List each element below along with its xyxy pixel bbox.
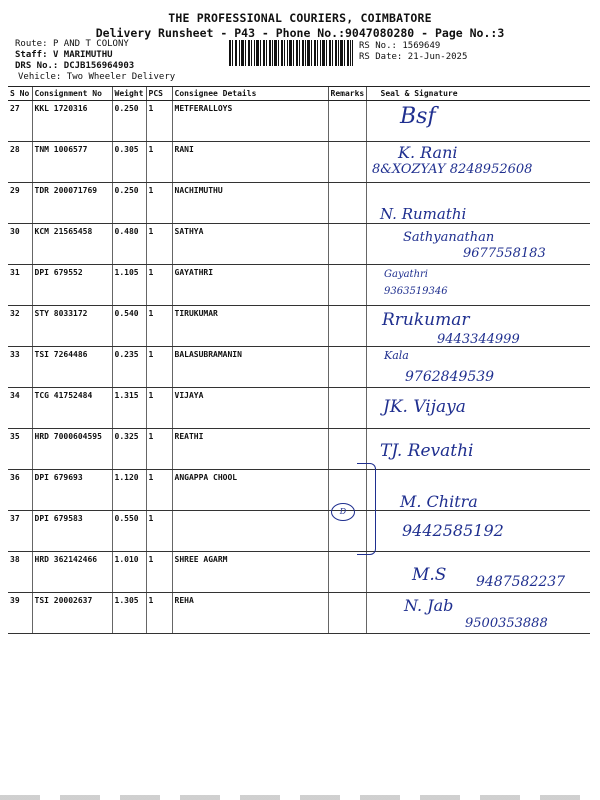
cell-pcs: 1 [146, 183, 172, 224]
signature-33-phone: 9762849539 [405, 369, 495, 385]
cell-pcs: 1 [146, 306, 172, 347]
cell-remarks [328, 347, 366, 388]
handwritten-bracket [357, 463, 376, 555]
cell-consignee: GAYATHRI [172, 265, 328, 306]
cell-remarks [328, 552, 366, 593]
cell-sno: 33 [8, 347, 32, 388]
cell-consignee: BALASUBRAMANIN [172, 347, 328, 388]
cell-weight: 1.010 [112, 552, 146, 593]
staff-label: Staff: [15, 50, 48, 60]
cell-consignment: KCM 21565458 [32, 224, 112, 265]
cell-consignment: HRD 362142466 [32, 552, 112, 593]
cell-consignment: KKL 1720316 [32, 101, 112, 142]
cell-weight: 0.305 [112, 142, 146, 183]
signature-28-name: K. Rani [398, 143, 458, 162]
cell-pcs: 1 [146, 470, 172, 511]
cell-weight: 0.250 [112, 101, 146, 142]
cell-weight: 0.480 [112, 224, 146, 265]
signature-31-phone: 9363519346 [384, 286, 448, 297]
route-value: P AND T COLONY [52, 39, 129, 49]
cell-sno: 28 [8, 142, 32, 183]
table-row [8, 347, 590, 388]
cell-consignment: TCG 41752484 [32, 388, 112, 429]
signature-30-phone: 9677558183 [463, 246, 546, 261]
signature-39-phone: 9500353888 [465, 616, 548, 631]
cell-pcs: 1 [146, 224, 172, 265]
cell-consignment: TNM 1006577 [32, 142, 112, 183]
cell-consignment: DPI 679693 [32, 470, 112, 511]
cell-weight: 1.305 [112, 593, 146, 634]
cell-remarks [328, 593, 366, 634]
cell-consignment: TDR 200071769 [32, 183, 112, 224]
drs-label: DRS No.: [15, 61, 59, 71]
table-row [8, 429, 590, 470]
cell-remarks [328, 142, 366, 183]
table-row [8, 470, 590, 511]
circled-mark: D [331, 503, 355, 521]
signature-32-name: Rrukumar [382, 310, 470, 330]
cell-pcs: 1 [146, 511, 172, 552]
signature-33-name: Kala [384, 349, 409, 362]
cell-weight: 1.315 [112, 388, 146, 429]
signature-27: Bsf [400, 104, 436, 129]
rs-date-line [359, 52, 467, 63]
vehicle-line [18, 72, 175, 83]
signature-30-name: Sathyanathan [403, 230, 495, 245]
cell-pcs: 1 [146, 101, 172, 142]
runsheet-subtitle: Delivery Runsheet - P43 - Phone No.:9047080280 - Page No.:3 [95, 26, 505, 40]
signature-28-phone: 8&XOZYAY 8248952608 [372, 162, 533, 177]
table-row [8, 388, 590, 429]
scan-bottom-edge [0, 795, 600, 800]
cell-sno: 32 [8, 306, 32, 347]
cell-weight: 1.105 [112, 265, 146, 306]
cell-consignee: REATHI [172, 429, 328, 470]
col-seal-signature: Seal & Signature [366, 87, 590, 101]
cell-remarks [328, 306, 366, 347]
signature-36-name: M. Chitra [400, 492, 478, 511]
cell-consignment: DPI 679552 [32, 265, 112, 306]
rs-no-label: RS No.: [359, 41, 397, 51]
signature-38-phone: 9487582237 [476, 574, 566, 590]
signature-34: JK. Vijaya [383, 397, 466, 417]
cell-remarks [328, 224, 366, 265]
col-sno: S No [8, 87, 32, 101]
cell-consignee: REHA [172, 593, 328, 634]
table-header-row [8, 87, 590, 101]
drs-line [15, 61, 134, 72]
cell-remarks [328, 101, 366, 142]
col-consignment: Consignment No [32, 87, 112, 101]
cell-consignee: SHREE AGARM [172, 552, 328, 593]
rs-date-label: RS Date: [359, 52, 403, 62]
cell-weight: 0.235 [112, 347, 146, 388]
vehicle-label: Vehicle: [18, 72, 62, 82]
cell-consignee: RANI [172, 142, 328, 183]
cell-pcs: 1 [146, 265, 172, 306]
cell-weight: 0.540 [112, 306, 146, 347]
rs-no-line [359, 41, 440, 52]
cell-consignee [172, 511, 328, 552]
cell-sno: 35 [8, 429, 32, 470]
col-consignee: Consignee Details [172, 87, 328, 101]
cell-sno: 27 [8, 101, 32, 142]
cell-consignee: NACHIMUTHU [172, 183, 328, 224]
signature-39-name: N. Jab [404, 596, 454, 615]
cell-pcs: 1 [146, 142, 172, 183]
rs-no-value: 1569649 [402, 41, 441, 51]
cell-sno: 37 [8, 511, 32, 552]
cell-sno: 39 [8, 593, 32, 634]
rs-date-value: 21-Jun-2025 [407, 52, 468, 62]
cell-consignment: HRD 7000604595 [32, 429, 112, 470]
cell-consignment: STY 8033172 [32, 306, 112, 347]
col-pcs: PCS [146, 87, 172, 101]
cell-sno: 29 [8, 183, 32, 224]
cell-pcs: 1 [146, 347, 172, 388]
staff-line [15, 50, 113, 61]
cell-consignment: TSI 20002637 [32, 593, 112, 634]
cell-pcs: 1 [146, 593, 172, 634]
cell-pcs: 1 [146, 552, 172, 593]
signature-36-phone: 9442585192 [402, 521, 504, 540]
cell-weight: 1.120 [112, 470, 146, 511]
cell-consignee: ANGAPPA CHOOL [172, 470, 328, 511]
cell-consignee: SATHYA [172, 224, 328, 265]
cell-consignee: VIJAYA [172, 388, 328, 429]
table-row [8, 265, 590, 306]
signature-32-phone: 9443344999 [437, 332, 520, 347]
col-remarks: Remarks [328, 87, 366, 101]
cell-sno: 30 [8, 224, 32, 265]
company-title: THE PROFESSIONAL COURIERS, COIMBATORE [168, 11, 432, 25]
cell-consignee: METFERALLOYS [172, 101, 328, 142]
cell-sno: 34 [8, 388, 32, 429]
route-label: Route: [15, 39, 48, 49]
cell-consignment: DPI 679583 [32, 511, 112, 552]
cell-pcs: 1 [146, 429, 172, 470]
cell-weight: 0.325 [112, 429, 146, 470]
cell-weight: 0.550 [112, 511, 146, 552]
cell-pcs: 1 [146, 388, 172, 429]
cell-remarks [328, 265, 366, 306]
staff-value: V MARIMUTHU [52, 50, 113, 60]
signature-29: N. Rumathi [380, 205, 467, 223]
drs-value: DCJB156964903 [63, 61, 135, 71]
vehicle-value: Two Wheeler Delivery [66, 72, 176, 82]
barcode-image [229, 40, 353, 66]
table-row [8, 101, 590, 142]
cell-consignee: TIRUKUMAR [172, 306, 328, 347]
cell-sno: 31 [8, 265, 32, 306]
cell-weight: 0.250 [112, 183, 146, 224]
signature-35: TJ. Revathi [380, 441, 474, 461]
cell-remarks [328, 183, 366, 224]
signature-38-name: M.S [412, 565, 447, 585]
signature-31-name: Gayathri [384, 269, 428, 280]
table-row [8, 183, 590, 224]
cell-sno: 36 [8, 470, 32, 511]
route-line [15, 39, 129, 50]
cell-consignment: TSI 7264486 [32, 347, 112, 388]
col-weight: Weight [112, 87, 146, 101]
cell-remarks [328, 388, 366, 429]
cell-sno: 38 [8, 552, 32, 593]
